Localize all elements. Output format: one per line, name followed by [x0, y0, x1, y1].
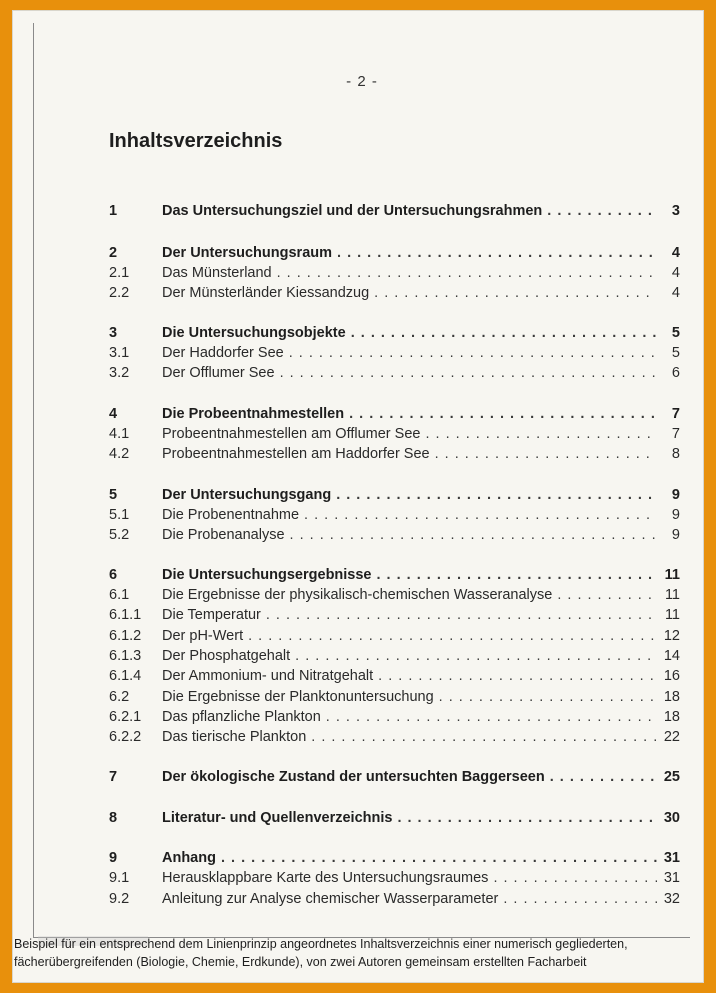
toc-entry: [109, 507, 680, 527]
toc-leader-dots: [397, 810, 657, 826]
caption-line-2: fächerübergreifenden (Biologie, Chemie, Erdkunde), von zwei Autoren gemeinsam erstellten Facharbeit: [14, 955, 587, 969]
toc-entry: [109, 870, 680, 890]
toc-entry-page: 11: [664, 567, 680, 583]
toc-entry-page: 7: [671, 406, 680, 422]
toc-leader-dots: [304, 507, 657, 523]
toc-entry-page: 12: [663, 628, 680, 644]
toc-entry-number: 2.2: [109, 285, 130, 301]
toc-leader-dots: [290, 527, 657, 543]
toc-entry-page: 9: [671, 487, 680, 503]
toc-entry: [109, 527, 680, 547]
toc-entry-page: 16: [663, 668, 680, 684]
toc-leader-dots: [377, 567, 658, 583]
toc-entry-page: 4: [671, 245, 680, 261]
toc-entry-title: Die Probeentnahmestellen: [162, 406, 345, 422]
toc-entry-number: 6.2.1: [109, 709, 142, 725]
toc-entry-title: Der Münsterländer Kiessandzug: [162, 285, 370, 301]
toc-entry-title: Der ökologische Zustand der untersuchten Baggerseen: [162, 769, 545, 785]
toc-entry-number: 6.1.4: [109, 668, 142, 684]
toc-entry-title: Der Ammonium- und Nitratgehalt: [162, 668, 374, 684]
toc-entry-title: Die Untersuchungsobjekte: [162, 325, 346, 341]
toc-entry-title: Literatur- und Quellenverzeichnis: [162, 810, 393, 826]
toc-leader-dots: [557, 587, 657, 603]
toc-entry: [109, 769, 680, 789]
toc-entry-number: 3: [109, 325, 118, 341]
toc-entry-number: 2: [109, 245, 118, 261]
toc-leader-dots: [493, 870, 657, 886]
toc-entry-page: 8: [671, 446, 680, 462]
toc-leader-dots: [295, 648, 657, 664]
toc-entry-number: 3.1: [109, 345, 130, 361]
toc-entry: [109, 668, 680, 688]
toc-entry-page: 14: [663, 648, 680, 664]
toc-entry-title: Probeentnahmestellen am Offlumer See: [162, 426, 421, 442]
toc-entry-number: 6.1.3: [109, 648, 142, 664]
toc-heading: Inhaltsverzeichnis: [109, 130, 283, 152]
toc-entry: [109, 607, 680, 627]
caption-line-1: Beispiel für ein entsprechend dem Linienprinzip angeordnetes Inhaltsverzeichnis einer numerisch gegliederten,: [14, 937, 628, 951]
table-of-contents: [34, 23, 690, 937]
toc-entry: [109, 406, 680, 426]
toc-entry-number: 6.2.2: [109, 729, 142, 745]
toc-entry-page: 7: [671, 426, 680, 442]
toc-entry-number: 9.1: [109, 870, 130, 886]
toc-leader-dots: [337, 245, 657, 261]
toc-entry-page: 9: [671, 507, 680, 523]
toc-entry-title: Die Probenentnahme: [162, 507, 300, 523]
toc-entry: [109, 648, 680, 668]
toc-entry-title: Das Münsterland: [162, 265, 272, 281]
toc-leader-dots: [221, 850, 657, 866]
toc-entry-number: 3.2: [109, 365, 130, 381]
toc-entry-number: 9: [109, 850, 118, 866]
toc-entry-number: 6.1: [109, 587, 130, 603]
toc-leader-dots: [435, 446, 657, 462]
toc-entry-title: Die Ergebnisse der physikalisch-chemischen Wasseranalyse: [162, 587, 553, 603]
toc-entry-title: Der Haddorfer See: [162, 345, 284, 361]
toc-entry-title: Der Untersuchungsraum: [162, 245, 333, 261]
toc-entry: [109, 567, 680, 587]
toc-entry: [109, 446, 680, 466]
toc-leader-dots: [374, 285, 657, 301]
toc-entry-title: Die Ergebnisse der Planktonuntersuchung: [162, 689, 434, 705]
toc-leader-dots: [349, 406, 657, 422]
toc-entry-title: Das Untersuchungsziel und der Untersuchungsrahmen: [162, 203, 543, 219]
toc-leader-dots: [248, 628, 657, 644]
toc-entry-page: 5: [671, 345, 680, 361]
toc-entry-number: 6.1.1: [109, 607, 142, 623]
toc-entry: [109, 850, 680, 870]
toc-entry-title: Anleitung zur Analyse chemischer Wasserparameter: [162, 891, 499, 907]
toc-leader-dots: [503, 891, 657, 907]
toc-entry-number: 5.1: [109, 507, 130, 523]
toc-leader-dots: [550, 769, 657, 785]
toc-entry-number: 6.1.2: [109, 628, 142, 644]
toc-entry-number: 2.1: [109, 265, 130, 281]
toc-entry-title: Die Probenanalyse: [162, 527, 285, 543]
toc-entry-title: Das pflanzliche Plankton: [162, 709, 321, 725]
toc-entry-title: Herausklappbare Karte des Untersuchungsraumes: [162, 870, 489, 886]
toc-entry-page: 32: [663, 891, 680, 907]
toc-entry-page: 31: [663, 870, 680, 886]
toc-entry-number: 4.1: [109, 426, 130, 442]
toc-entry-page: 9: [671, 527, 680, 543]
toc-entry: [109, 587, 680, 607]
toc-entry-title: Der Offlumer See: [162, 365, 275, 381]
toc-entry: [109, 265, 680, 285]
toc-leader-dots: [266, 607, 657, 623]
toc-leader-dots: [336, 487, 657, 503]
toc-entry: [109, 689, 680, 709]
toc-leader-dots: [277, 265, 657, 281]
toc-entry: [109, 203, 680, 223]
toc-entry-number: 8: [109, 810, 118, 826]
toc-entry-page: 18: [663, 689, 680, 705]
toc-entry-page: 3: [671, 203, 680, 219]
toc-entry-page: 5: [671, 325, 680, 341]
toc-leader-dots: [351, 325, 657, 341]
toc-entry-title: Anhang: [162, 850, 216, 866]
toc-leader-dots: [378, 668, 657, 684]
toc-entry: [109, 325, 680, 345]
toc-entry: [109, 487, 680, 507]
toc-entry: [109, 345, 680, 365]
toc-entry: [109, 285, 680, 305]
toc-entry-page: 11: [664, 587, 680, 603]
toc-leader-dots: [289, 345, 657, 361]
toc-entry-number: 6: [109, 567, 118, 583]
figure-caption: [14, 935, 684, 971]
page-number: - 2 -: [346, 73, 378, 90]
toc-leader-dots: [547, 203, 657, 219]
document-page: [12, 10, 704, 983]
toc-entry-title: Der Untersuchungsgang: [162, 487, 332, 503]
toc-entry-number: 4.2: [109, 446, 130, 462]
toc-entry-page: 22: [663, 729, 680, 745]
toc-entry: [109, 891, 680, 911]
toc-entry: [109, 628, 680, 648]
toc-entry-number: 9.2: [109, 891, 130, 907]
toc-entry: [109, 810, 680, 830]
toc-entry: [109, 709, 680, 729]
toc-leader-dots: [326, 709, 657, 725]
toc-entry-title: Die Untersuchungsergebnisse: [162, 567, 372, 583]
toc-entry-title: Der pH-Wert: [162, 628, 244, 644]
toc-entry-page: 4: [671, 265, 680, 281]
toc-entry: [109, 245, 680, 265]
toc-leader-dots: [425, 426, 657, 442]
toc-entry-number: 5: [109, 487, 118, 503]
toc-entry-number: 7: [109, 769, 118, 785]
toc-entry-title: Probeentnahmestellen am Haddorfer See: [162, 446, 430, 462]
toc-entry-title: Der Phosphatgehalt: [162, 648, 291, 664]
toc-entry-page: 4: [671, 285, 680, 301]
toc-entry-page: 30: [663, 810, 680, 826]
toc-entry-number: 1: [109, 203, 118, 219]
toc-entry-number: 6.2: [109, 689, 130, 705]
toc-entry: [109, 729, 680, 749]
toc-entry-page: 6: [671, 365, 680, 381]
toc-entry-page: 11: [664, 607, 680, 623]
toc-entry-page: 18: [663, 709, 680, 725]
toc-entry-page: 25: [663, 769, 680, 785]
toc-entry-number: 5.2: [109, 527, 130, 543]
toc-entry: [109, 365, 680, 385]
toc-leader-dots: [311, 729, 657, 745]
toc-leader-dots: [280, 365, 657, 381]
toc-entry-page: 31: [663, 850, 680, 866]
toc-entry-title: Das tierische Plankton: [162, 729, 307, 745]
toc-entry: [109, 426, 680, 446]
toc-leader-dots: [439, 689, 657, 705]
toc-entry-number: 4: [109, 406, 118, 422]
toc-entry-title: Die Temperatur: [162, 607, 261, 623]
page-frame: [33, 23, 690, 938]
